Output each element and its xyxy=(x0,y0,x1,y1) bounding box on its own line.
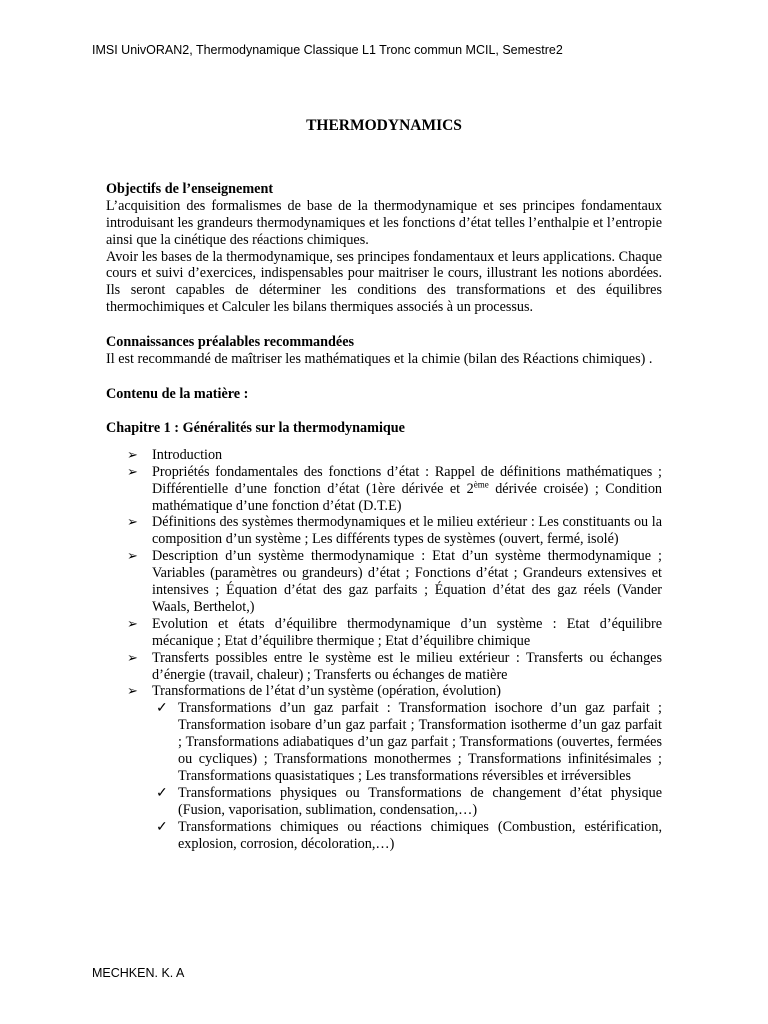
list-item-text: Introduction xyxy=(152,446,223,463)
prealables-heading: Connaissances préalables recommandées xyxy=(106,334,355,351)
chapter-title: Chapitre 1 : Généralités sur la thermodynamique xyxy=(106,419,405,436)
list-item xyxy=(127,514,662,548)
list-item xyxy=(127,683,662,852)
list-item xyxy=(127,615,662,650)
sublist-item-text: Transformations d’un gaz parfait : Transformation isochore d’un gaz parfait ; Transformation isobare d’un gaz parfait ; Transformation isotherme d’un gaz parfait ; Transformations adiabatiques d’un gaz parfait ; Transformations (ouvertes, fermées ou cycliques) ; Transformations monothermes ; Transformations infinitésimales ; Transformations quasistatiques ; Les transformations réversibles et irréversibles xyxy=(178,700,662,784)
chapter-topic-list xyxy=(106,447,662,853)
arrow-bullet-icon: ➢ xyxy=(127,446,138,462)
list-item xyxy=(127,446,662,464)
check-bullet-icon: ✓ xyxy=(156,784,168,801)
sublist-item-text: Transformations chimiques ou réactions chimiques (Combustion, estérification, explosion, corrosion, décoloration,…) xyxy=(178,818,662,852)
list-item-text: Définitions des systèmes thermodynamiques et le milieu extérieur : Les constituants ou la composition d’un système ; Les différents types de systèmes (ouvert, fermé, isolé) xyxy=(152,514,662,548)
objectifs-heading: Objectifs de l’enseignement xyxy=(106,180,274,197)
sublist-item xyxy=(156,700,662,785)
document-body xyxy=(106,118,662,853)
sublist-item xyxy=(156,784,662,819)
list-item-text: Evolution et états d’équilibre thermodynamique d’un système : Etat d’équilibre mécanique ; Etat d’équilibre thermique ; Etat d’équilibre chimique xyxy=(152,615,662,649)
list-item xyxy=(127,548,662,616)
superscript: ème xyxy=(473,478,489,489)
arrow-bullet-icon: ➢ xyxy=(127,683,138,699)
objectifs-paragraph-1: L’acquisition des formalismes de base de la thermodynamique et ses principes fondamentaux introduisant les grandeurs thermodynamiques et les fonctions d’état telles l’enthalpie et l’entropie ainsi que la cinétique des réactions chimiques. xyxy=(106,197,662,248)
transformations-sublist xyxy=(152,700,662,852)
prealables-text: Il est recommandé de maîtriser les mathématiques et la chimie (bilan des Réactions chimiques) . xyxy=(106,351,653,368)
list-item-text: Transformations de l’état d’un système (opération, évolution) xyxy=(152,683,501,700)
sublist-item-text: Transformations physiques ou Transformations de changement d’état physique (Fusion, vaporisation, sublimation, condensation,…) xyxy=(178,784,662,818)
sublist-item xyxy=(156,818,662,853)
arrow-bullet-icon: ➢ xyxy=(127,615,138,631)
list-item-text-continued: dérivée croisée) ; Condition mathématique d’une fonction d’état (D.T.E) xyxy=(152,480,663,514)
list-item-text: Propriétés fondamentales des fonctions d’état : Rappel de définitions mathématiques ; Différentielle d’une fonction d’état (1ère dérivée et 2 xyxy=(152,463,662,497)
arrow-bullet-icon: ➢ xyxy=(127,463,138,479)
list-item-text: Description d’un système thermodynamique : Etat d’un système thermodynamique ; Variables (paramètres ou grandeurs) d’état ; Fonctions d’état ; Grandeurs extensives et intensives ; Équation d’état des gaz parfaits ; Équation d’état des gaz réels (Vander Waals, Berthelot,) xyxy=(152,548,662,615)
document-title: THERMODYNAMICS xyxy=(306,117,462,134)
arrow-bullet-icon: ➢ xyxy=(127,514,138,530)
page-header: IMSI UnivORAN2, Thermodynamique Classique L1 Tronc commun MCIL, Semestre2 xyxy=(92,43,563,57)
arrow-bullet-icon: ➢ xyxy=(127,548,138,564)
list-item xyxy=(127,649,662,684)
contenu-heading: Contenu de la matière : xyxy=(106,385,249,402)
list-item xyxy=(127,463,663,515)
objectifs-paragraph-2: Avoir les bases de la thermodynamique, ses principes fondamentaux et leurs applications. Chaque cours et suivi d’exercices, indispensables pour maitriser le cours, illustrant les notions abordées. Ils seront capables de déterminer les conditions des transformations et des équilibres thermochimiques et Calculer les bilans thermiques associés à un processus. xyxy=(106,248,662,316)
check-bullet-icon: ✓ xyxy=(156,700,168,717)
arrow-bullet-icon: ➢ xyxy=(127,649,138,665)
page-footer: MECHKEN. K. A xyxy=(92,966,185,980)
list-item-text: Transferts possibles entre le système est le milieu extérieur : Transferts ou échanges d’énergie (travail, chaleur) ; Transferts ou échanges de matière xyxy=(152,649,662,683)
check-bullet-icon: ✓ xyxy=(156,818,168,835)
